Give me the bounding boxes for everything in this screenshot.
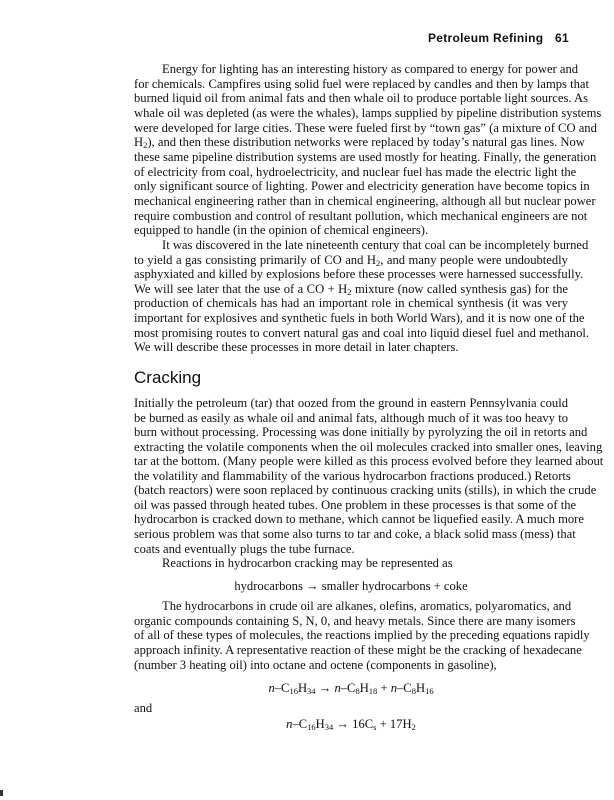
equation-coke-formation xyxy=(134,717,568,732)
para3-line: Initially the petroleum (tar) that oozed from the ground in eastern Pennsylvania could xyxy=(134,396,568,410)
para5-line: (number 3 heating oil) into octane and octene (components in gasoline), xyxy=(134,657,497,672)
para1-line: equipped to handle (in the opinion of chemical engineers). xyxy=(134,223,429,238)
eq-sub: 16 xyxy=(289,686,298,696)
para1-line: were developed for large cities. These were fueled first by “town gas” (a mixture of CO and xyxy=(134,120,597,135)
eq-term: 17H xyxy=(389,717,412,731)
para3-line: oil was passed through heated tubes. One problem in these processes is that some of the xyxy=(134,497,577,512)
para1-line: these same pipeline distribution systems are used mostly for heating. Finally, the generation xyxy=(134,149,597,164)
para1-line: mechanical engineering rather than in chemical engineering, although all but nuclear power xyxy=(134,193,596,208)
para1-line: burned liquid oil from animal fats and then whale oil to produce portable light sources. As xyxy=(134,91,588,106)
eq-term: H xyxy=(297,681,308,695)
connector-text: and xyxy=(134,701,153,715)
eq-sub: 2 xyxy=(411,722,416,732)
eq-term: n xyxy=(390,681,397,695)
para1-line: Energy for lighting has an interesting history as compared to energy for power and xyxy=(162,62,579,76)
para2-line: important for explosives and synthetic fuels in both World Wars), and it is now one of the xyxy=(134,311,585,325)
eq-sub: 16 xyxy=(425,686,434,696)
equation-hexadecane-cracking xyxy=(134,681,568,696)
running-header xyxy=(420,31,569,45)
para1-line: require combustion and control of resultant pollution, which mechanical engineers are not xyxy=(134,208,588,223)
para3-line: burn without processing. Processing was done initially by pyrolyzing the oil in retorts and xyxy=(134,425,588,440)
para5-line: of all of these types of molecules, the reactions implied by the preceding equations rapidly xyxy=(134,628,590,643)
para3-line: (batch reactors) were soon replaced by continuous cracking units (stills), in which the crude xyxy=(134,483,597,498)
para2-line: It was discovered in the late nineteenth century that coal can be incompletely burned xyxy=(162,238,589,252)
eq-plus: + xyxy=(376,717,390,731)
para1-line: of electricity from coal, hydroelectricity, and nuclear fuel has made the electric light the xyxy=(134,164,577,179)
subscript: 2 xyxy=(143,140,148,151)
para3-line: extracting the volatile components when the oil molecules cracked into smaller ones, leaving xyxy=(134,439,603,454)
text-segment: We will see later that the use of a CO + H xyxy=(134,281,348,296)
para2-line xyxy=(134,282,568,296)
eq-sub: 16 xyxy=(307,722,316,732)
eq-sub: 8 xyxy=(355,686,360,696)
eq-arrow: → xyxy=(333,717,353,731)
para2-line: We will describe these processes in more detail in later chapters. xyxy=(134,340,459,355)
subscript: 2 xyxy=(375,257,381,268)
subscript: 2 xyxy=(347,286,352,297)
para4-line: Reactions in hydrocarbon cracking may be represented as xyxy=(162,556,453,570)
eq-term: –C xyxy=(340,681,356,695)
eq-term: H xyxy=(315,717,325,731)
para2-line xyxy=(134,253,568,267)
eq-sub: 8 xyxy=(411,686,416,696)
para3-line: the volatility and flammability of the various hydrocarbon fractions produced.) Retorts xyxy=(134,468,571,483)
text-segment: H xyxy=(134,135,144,150)
eq-term: 16C xyxy=(352,717,374,731)
eq-term: H xyxy=(359,681,369,695)
eq-sub: 18 xyxy=(368,686,378,696)
eq-term: n xyxy=(286,717,293,731)
para1-line: only significant source of lighting. Power and electricity generation have become topics in xyxy=(134,179,590,194)
page-number: 61 xyxy=(555,31,569,45)
para3-line: tar at the bottom. (Many people were killed as this process evolved before they learned about xyxy=(134,454,604,469)
para1-line xyxy=(134,135,585,151)
eq-sub: 34 xyxy=(324,722,334,732)
eq-arrow: → xyxy=(315,681,335,695)
para5-line: organic compounds containing S, N, 0, and heavy metals. Since there are many isomers xyxy=(134,613,576,628)
eq-sub: 34 xyxy=(307,686,316,696)
text-segment: to yield a gas consisting primarily of CO and H xyxy=(134,252,376,267)
text-segment: , and many people were undoubtedly xyxy=(380,252,568,267)
text-segment: ), and then these distribution networks were replaced by today’s natural gas lines. Now xyxy=(147,135,585,150)
text-segment: mixture (now called synthesis gas) for the xyxy=(351,281,568,296)
para3-line: coats and eventually plugs the tube furnace. xyxy=(134,541,355,556)
para1-line: whale oil was depleted (as were the whales), lamps supplied by pipeline distribution systems xyxy=(134,105,602,120)
para2-line: most promising routes to convert natural gas and coal into liquid diesel fuel and methanol. xyxy=(134,325,590,340)
para2-line: production of chemicals has had an important role in chemical synthesis (it was very xyxy=(134,296,568,311)
running-title: Petroleum Refining xyxy=(427,31,544,45)
scan-mark xyxy=(0,790,3,796)
para5-line: The hydrocarbons in crude oil are alkanes, olefins, aromatics, polyaromatics, and xyxy=(162,599,572,613)
para1-line: for chemicals. Campfires using solid fuel were replaced by candles and then by lamps that xyxy=(134,76,589,91)
equation-general: hydrocarbons → smaller hydrocarbons + coke xyxy=(234,579,468,593)
para3-line: hydrocarbon is cracked down to methane, which cannot be liquefied easily. A much more xyxy=(134,512,584,527)
eq-term: –C xyxy=(397,681,412,695)
para5-line: approach infinity. A representative reaction of these might be the cracking of hexadecane xyxy=(134,643,582,658)
para2-line: asphyxiated and killed by explosions before these processes were harnessed successfully. xyxy=(134,267,584,282)
eq-sub: s xyxy=(373,722,377,732)
eq-term: H xyxy=(415,681,426,695)
eq-term: –C xyxy=(292,717,308,731)
para3-line: serious problem was that some also turns to tar and coke, a black solid mass (mess) that xyxy=(134,526,576,541)
eq-term: n xyxy=(268,681,275,695)
section-heading: Cracking xyxy=(134,368,202,387)
eq-term: –C xyxy=(274,681,290,695)
para3-line: be burned as easily as whale oil and animal fats, although much of it was too heavy to xyxy=(134,410,568,425)
eq-plus: + xyxy=(377,681,391,695)
eq-term: n xyxy=(334,681,341,695)
